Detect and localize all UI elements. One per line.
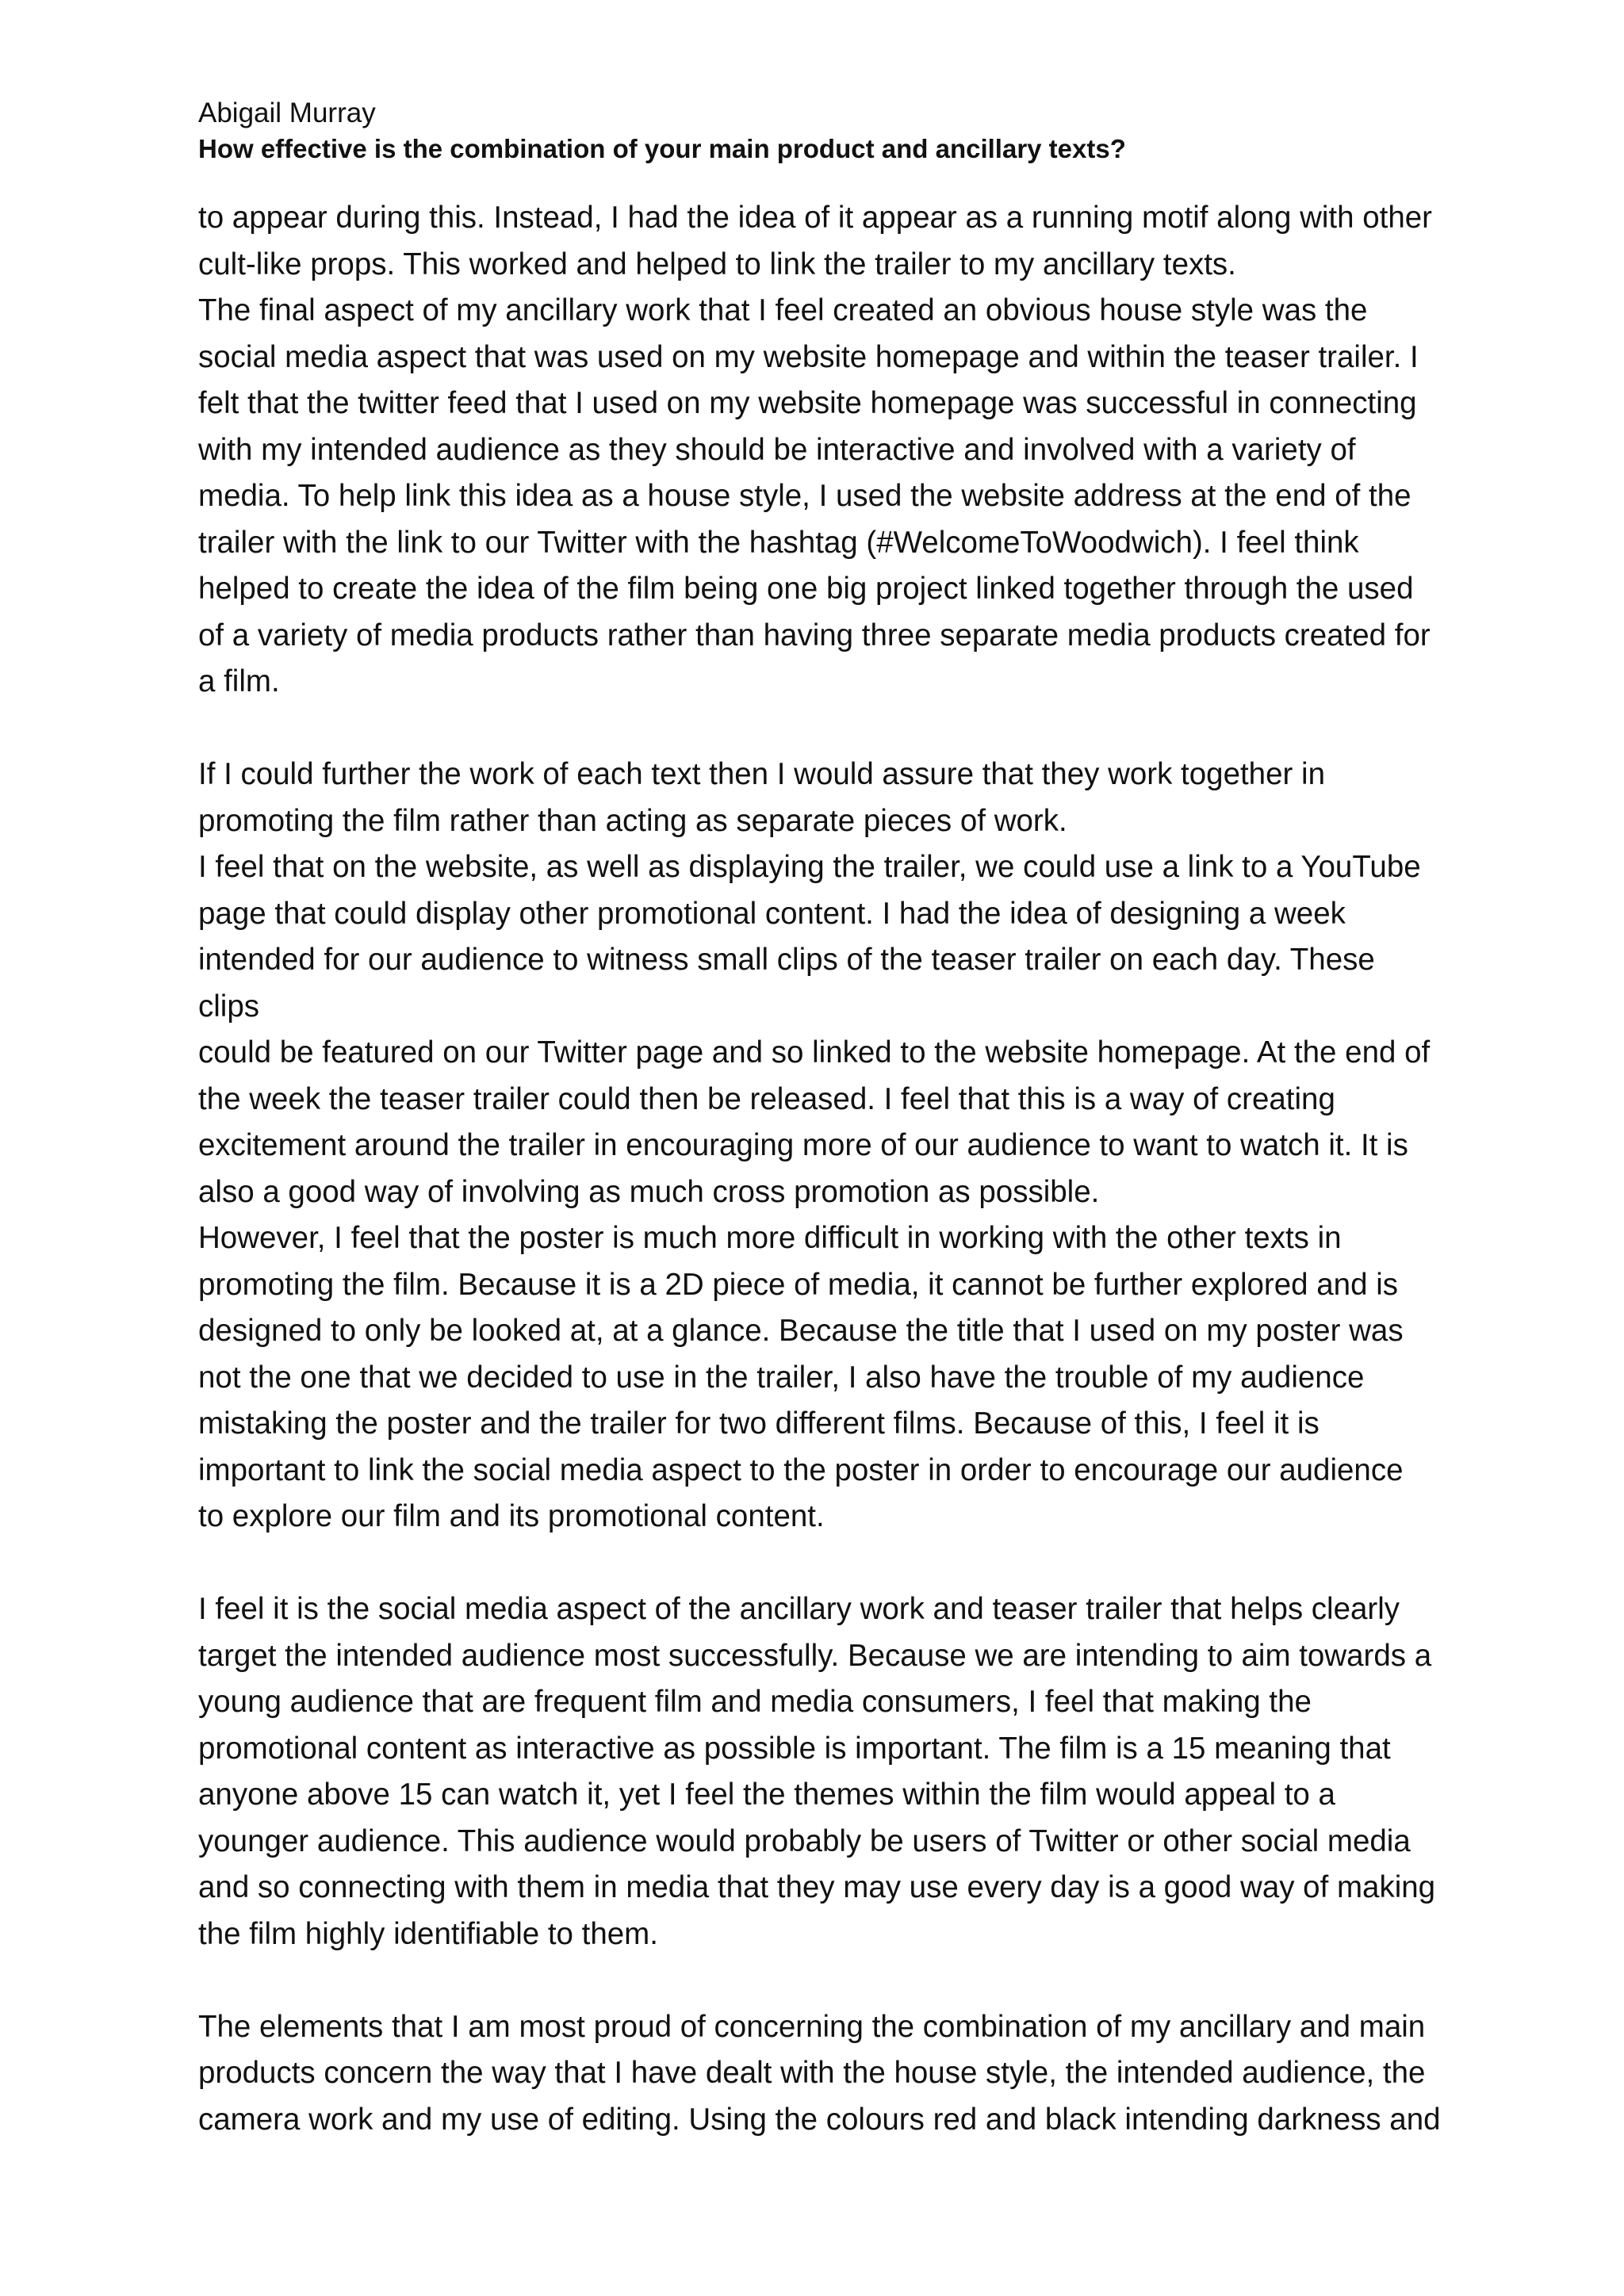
document-body — [198, 195, 1443, 2143]
paragraph-proud-elements: The elements that I am most proud of concerning the combination of my ancillary and main products concern the way that I have dealt with the house style, the intended audience, the camera work and my use of editing. Using the colours red and black intending darkness and — [198, 2009, 1441, 2137]
paragraph-target-audience: I feel it is the social media aspect of the ancillary work and teaser trailer that helps clearly target the intended audience most successfully. Because we are intending to aim towards a young audience that are frequent film and media consumers, I feel that making the promotional content as interactive as possible is important. The film is a 15 meaning that anyone above 15 can watch it, yet I feel the themes within the film would appeal to a younger audience. This audience would probably be users of Twitter or other social media and so connecting with them in media that they may use every day is a good way of making the film highly identifiable to them. — [198, 1592, 1436, 1951]
paragraph-website-youtube: I feel that on the website, as well as displaying the trailer, we could use a link to a YouTube page that could display other promotional content. I had the idea of designing a week intended for our audience to witness small clips of the teaser trailer on each day. These clips could be featured on our Twitter page and so linked to the website homepage. At the end of the week the teaser trailer could then be released. I feel that this is a way of creating excitement around the trailer in encouraging more of our audience to want to watch it. It is also a good way of involving as much cross promotion as possible. — [198, 850, 1431, 1209]
document-header — [198, 95, 1435, 166]
paragraph-further-work: If I could further the work of each text then I would assure that they work together in promoting the film rather than acting as separate pieces of work. — [198, 757, 1325, 838]
essay-question: How effective is the combination of your main product and ancillary texts? — [198, 134, 1126, 163]
author-name: Abigail Murray — [198, 98, 376, 128]
paragraph-motif: to appear during this. Instead, I had the idea of it appear as a running motif along with other cult-like props. This worked and helped to link the trailer to my ancillary texts. — [198, 201, 1432, 281]
paragraph-poster: However, I feel that the poster is much more difficult in working with the other texts in promoting the film. Because it is a 2D piece of media, it cannot be further explored and is designed to only be looked at, at a glance. Because the title that I used on my poster was not the one that we decided to use in the trailer, I also have the trouble of my audience mistaking the poster and the trailer for two different films. Because of this, I feel it is important to link the social media aspect to the poster in order to encourage our audience to explore our film and its promotional content. — [198, 1221, 1404, 1533]
paragraph-social-media-house-style: The final aspect of my ancillary work that I feel created an obvious house style was the social media aspect that was used on my website homepage and within the teaser trailer. I felt that the twitter feed that I used on my website homepage was successful in connecting with my intended audience as they should be interactive and involved with a variety of media. To help link this idea as a house style, I used the website address at the end of the trailer with the link to our Twitter with the hashtag (#WelcomeToWoodwich). I feel think helped to create the idea of the film being one big project linked together through the used of a variety of media products rather than having three separate media products created for a film. — [198, 293, 1431, 698]
